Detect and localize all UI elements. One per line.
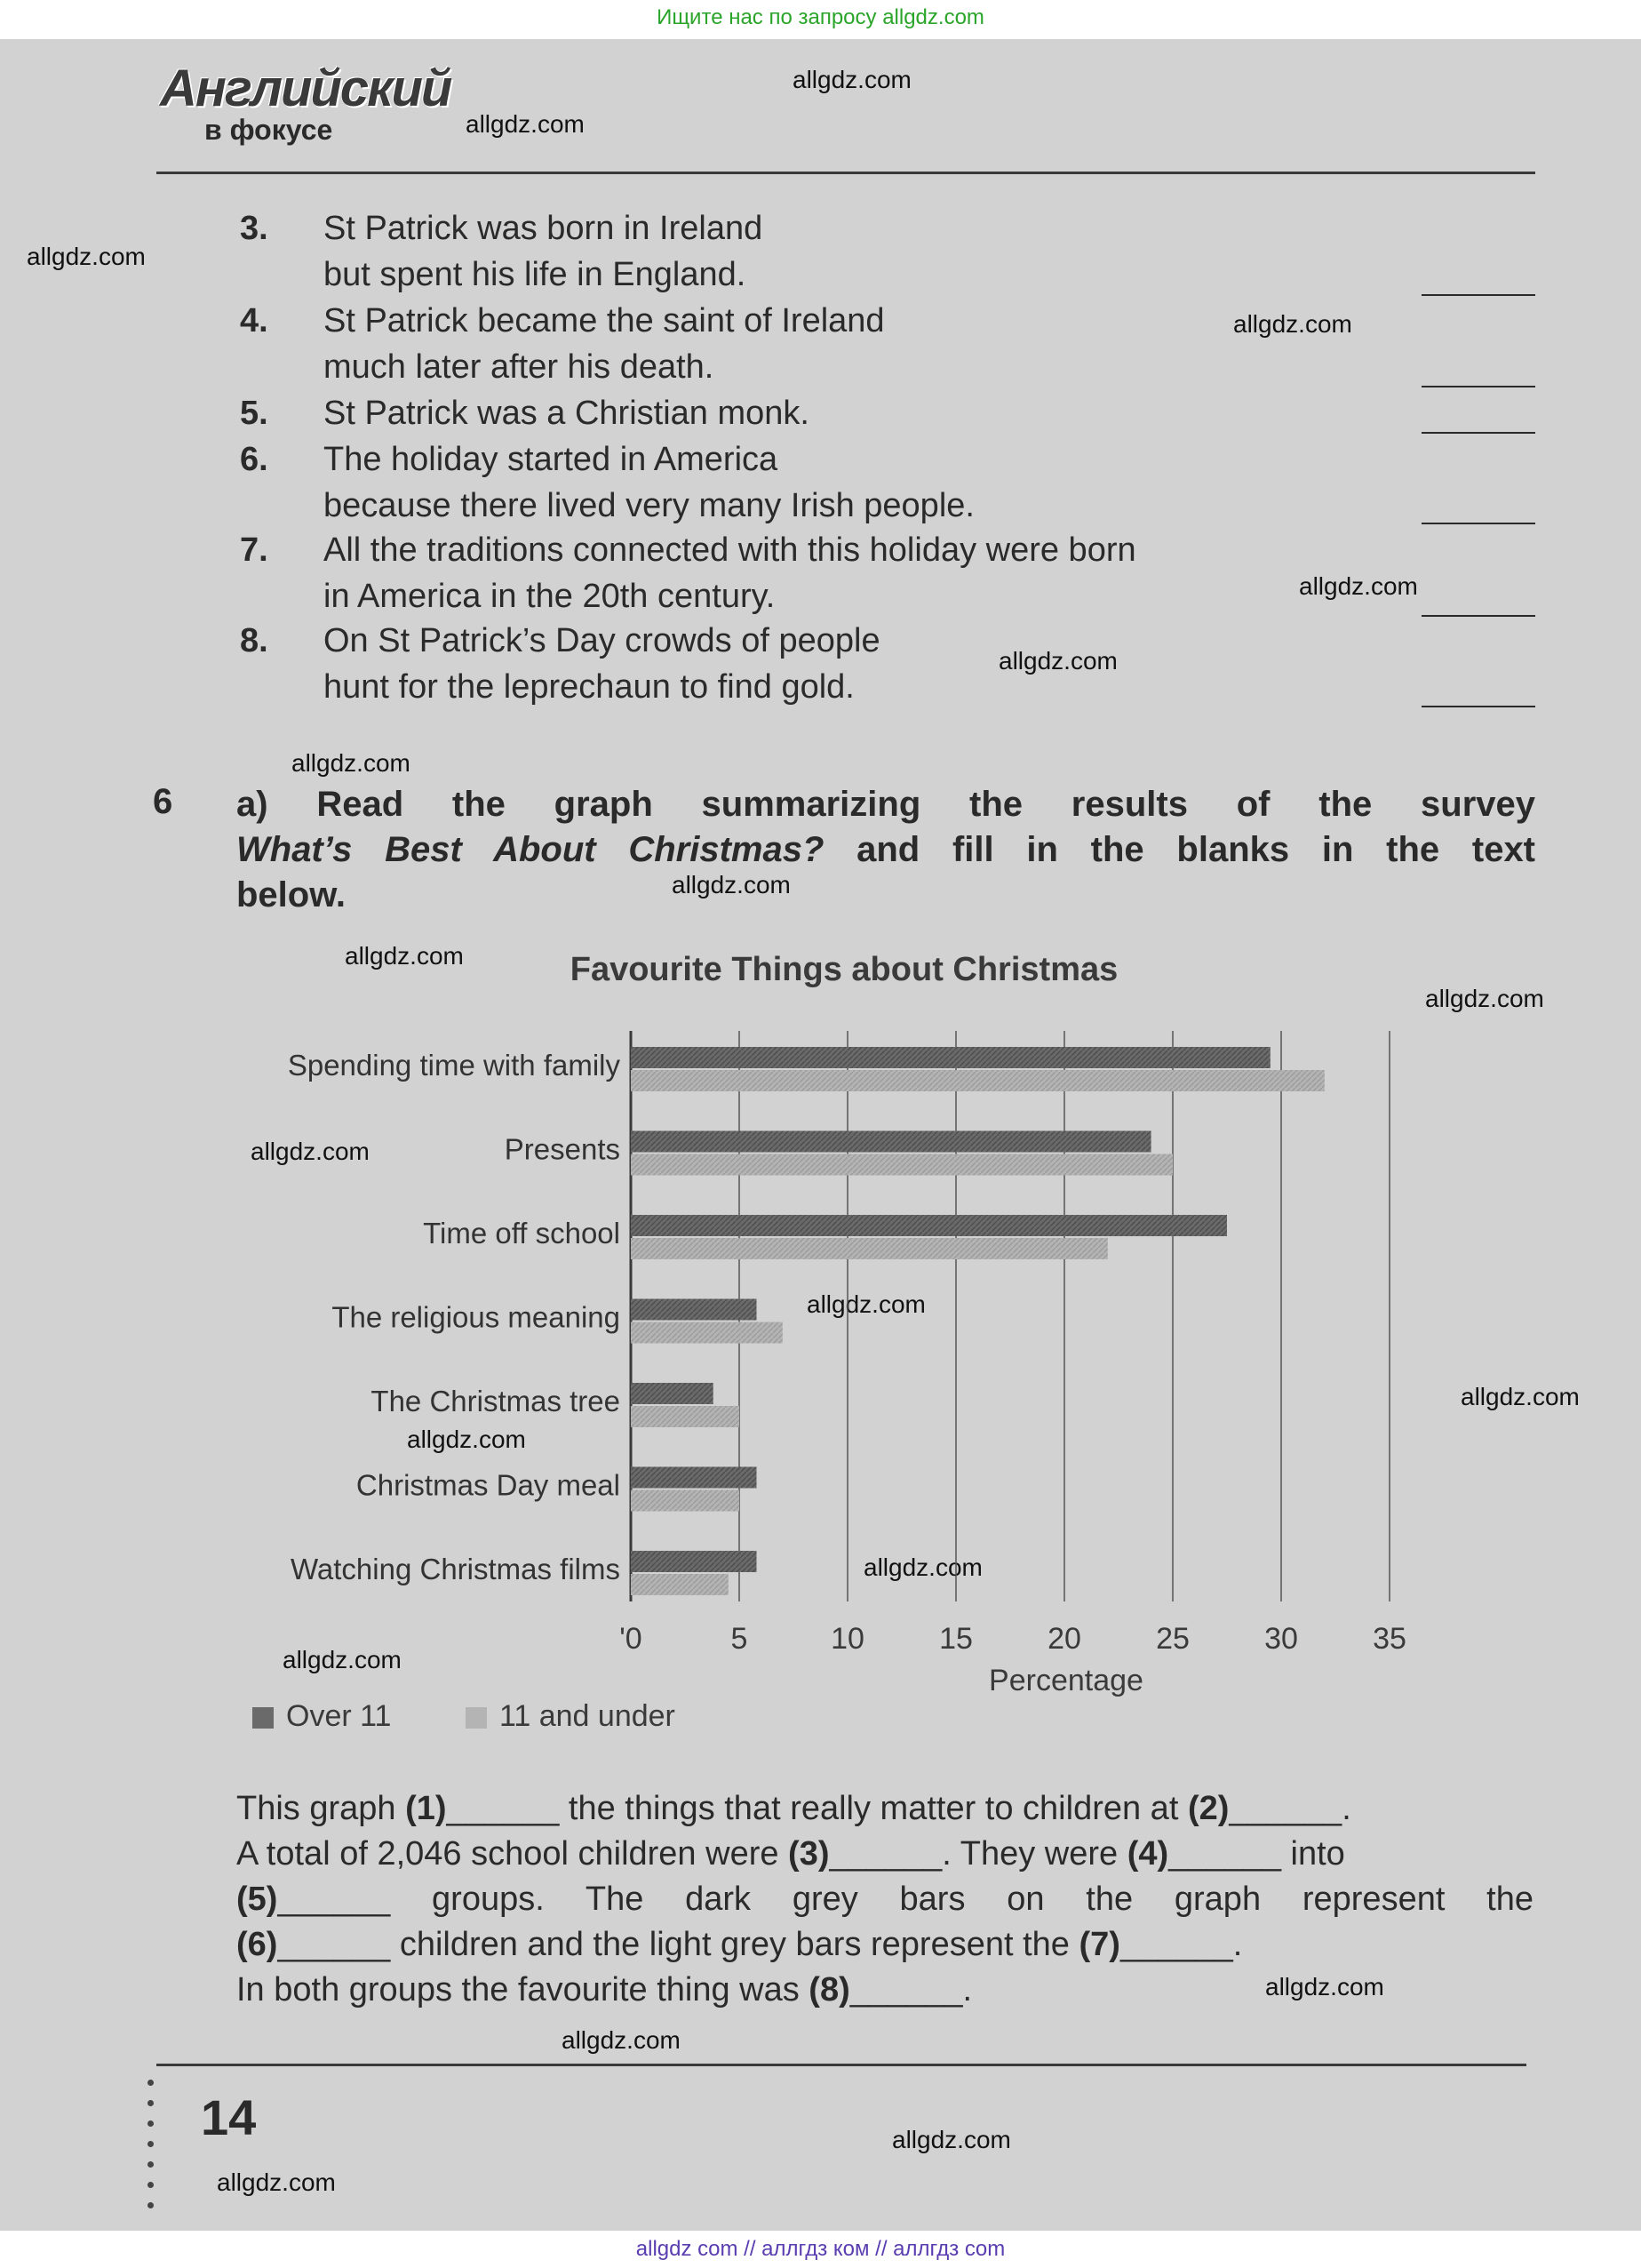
watermark: allgdz.com xyxy=(807,1290,926,1318)
statement-number: 6. xyxy=(240,441,268,478)
watermark: allgdz.com xyxy=(999,647,1118,675)
bar-11-and-under xyxy=(631,1574,729,1595)
bar-over-11 xyxy=(631,1047,1271,1068)
x-tick-label: '0 xyxy=(619,1622,642,1656)
watermark: allgdz.com xyxy=(864,1553,983,1581)
x-tick-label: 30 xyxy=(1264,1622,1298,1656)
x-tick-label: 15 xyxy=(939,1622,973,1656)
statement-line: St Patrick became the saint of Ireland xyxy=(323,302,885,339)
paragraph-text: ______. xyxy=(1229,1790,1351,1827)
watermark: allgdz.com xyxy=(345,942,464,970)
category-label: Spending time with family xyxy=(287,1049,620,1082)
statement-line: much later after his death. xyxy=(323,348,714,386)
statement-line: All the traditions connected with this holiday were born xyxy=(323,531,1136,569)
page-edge-dots xyxy=(147,2080,156,2222)
bar-11-and-under xyxy=(631,1406,739,1427)
logo-main-text: Английский xyxy=(160,60,451,117)
paragraph-line xyxy=(236,1790,1533,1835)
paragraph-text: This graph xyxy=(236,1790,406,1827)
bar-11-and-under xyxy=(631,1070,1325,1091)
blank-number: (6) xyxy=(236,1926,278,1963)
statement-number: 8. xyxy=(240,622,268,659)
legend-item-11-and-under xyxy=(466,1699,675,1734)
x-tick-label: 20 xyxy=(1048,1622,1081,1656)
paragraph-text: ______. xyxy=(849,1971,973,2008)
watermark: allgdz.com xyxy=(1461,1383,1580,1410)
watermark: allgdz.com xyxy=(407,1425,526,1453)
statement-line: St Patrick was born in Ireland xyxy=(323,210,763,247)
watermark: allgdz.com xyxy=(1425,985,1544,1012)
blank-number: (5) xyxy=(236,1881,278,1918)
legend-label: 11 and under xyxy=(499,1699,675,1733)
paragraph-text: ______ children and the light grey bars represent the xyxy=(277,1926,1079,1963)
bar-over-11 xyxy=(631,1215,1227,1236)
bar-11-and-under xyxy=(631,1154,1173,1176)
watermark: allgdz.com xyxy=(1299,572,1418,600)
survey-title: What’s Best About Christmas? xyxy=(236,830,824,869)
task-line-2-rest: and fill in the blanks in the text xyxy=(824,830,1536,869)
page-number: 14 xyxy=(201,2089,257,2145)
statement-number: 5. xyxy=(240,395,268,432)
blank-number: (4) xyxy=(1127,1835,1169,1873)
paragraph-text: ______. They were xyxy=(829,1835,1127,1873)
top-banner: Ищите нас по запросу allgdz.com xyxy=(0,0,1641,39)
chart-title: Favourite Things about Christmas xyxy=(570,951,1119,988)
blank-number: (1) xyxy=(405,1790,447,1827)
bar-11-and-under xyxy=(631,1490,739,1512)
paragraph-text: A total of 2,046 school children were xyxy=(236,1835,789,1873)
blank-number: (2) xyxy=(1187,1790,1230,1827)
bar-over-11 xyxy=(631,1467,757,1489)
statement-number: 7. xyxy=(240,531,268,569)
paragraph-line xyxy=(236,1881,1533,1926)
paragraph-text: ______ into xyxy=(1168,1835,1345,1873)
category-label: Watching Christmas films xyxy=(290,1553,620,1585)
statement-line: On St Patrick’s Day crowds of people xyxy=(323,622,880,659)
legend-swatch-dark xyxy=(252,1707,274,1729)
legend-swatch-light xyxy=(466,1707,487,1729)
logo-sub-text: в фокусе xyxy=(204,114,333,146)
watermark: allgdz.com xyxy=(27,243,146,270)
bar-over-11 xyxy=(631,1551,757,1572)
category-label: Presents xyxy=(504,1132,620,1166)
bar-11-and-under xyxy=(631,1238,1108,1259)
statement-line: in America in the 20th century. xyxy=(323,578,776,615)
watermark: allgdz.com xyxy=(251,1138,370,1165)
category-label: The Christmas tree xyxy=(370,1385,620,1418)
watermark: allgdz.com xyxy=(291,749,410,777)
task-line-3: below. xyxy=(236,875,346,914)
bar-11-and-under xyxy=(631,1322,783,1344)
paragraph-text: ______ the things that really matter to children at xyxy=(446,1790,1188,1827)
blank-number: (8) xyxy=(809,1971,850,2008)
watermark: allgdz.com xyxy=(466,110,585,138)
statement-number: 4. xyxy=(240,302,268,339)
watermark: allgdz.com xyxy=(672,871,791,898)
x-tick-label: 10 xyxy=(831,1622,864,1656)
category-label: Christmas Day meal xyxy=(355,1468,620,1502)
paragraph-line xyxy=(236,1971,1533,2016)
x-tick-label: 35 xyxy=(1373,1622,1406,1656)
statement-number: 3. xyxy=(240,210,268,247)
watermark: allgdz.com xyxy=(1233,310,1352,338)
category-label: Time off school xyxy=(423,1217,620,1250)
category-label: The religious meaning xyxy=(331,1300,620,1334)
blank-number: (3) xyxy=(788,1835,830,1873)
watermark: allgdz.com xyxy=(562,2026,681,2054)
bottom-banner: allgdz com // аллгдз ком // аллгдз com xyxy=(0,2231,1641,2268)
task-line-1: a) Read the graph summarizing the results of the survey xyxy=(236,785,1535,824)
statement-line: but spent his life in England. xyxy=(323,256,746,293)
legend-item-over-11 xyxy=(252,1699,391,1734)
statement-line: The holiday started in America xyxy=(323,441,778,478)
statement-line: because there lived very many Irish people. xyxy=(323,487,975,524)
statement-line: hunt for the leprechaun to find gold. xyxy=(323,668,855,706)
watermark: allgdz.com xyxy=(1265,1973,1384,2000)
statement-line: St Patrick was a Christian monk. xyxy=(323,395,809,432)
x-tick-label: 25 xyxy=(1156,1622,1190,1656)
watermark: allgdz.com xyxy=(283,1646,402,1673)
paragraph-text: ______ groups. The dark grey bars on the graph represent the xyxy=(277,1881,1533,1918)
task-number: 6 xyxy=(153,782,173,821)
paragraph-text: ______. xyxy=(1119,1926,1243,1963)
x-axis-label: Percentage xyxy=(989,1664,1143,1697)
x-tick-label: 5 xyxy=(730,1622,748,1656)
bar-over-11 xyxy=(631,1299,757,1321)
fill-in-paragraph xyxy=(236,1790,1533,2016)
paragraph-text: In both groups the favourite thing was xyxy=(236,1971,809,2008)
bar-over-11 xyxy=(631,1131,1151,1153)
blank-number: (7) xyxy=(1079,1926,1120,1963)
legend-label: Over 11 xyxy=(286,1699,392,1733)
paragraph-line xyxy=(236,1926,1533,1971)
watermark: allgdz.com xyxy=(217,2168,336,2196)
bar-over-11 xyxy=(631,1383,713,1404)
watermark: allgdz.com xyxy=(793,66,912,93)
watermark: allgdz.com xyxy=(892,2126,1011,2153)
paragraph-line xyxy=(236,1835,1533,1881)
footer-rule xyxy=(156,2064,1526,2066)
